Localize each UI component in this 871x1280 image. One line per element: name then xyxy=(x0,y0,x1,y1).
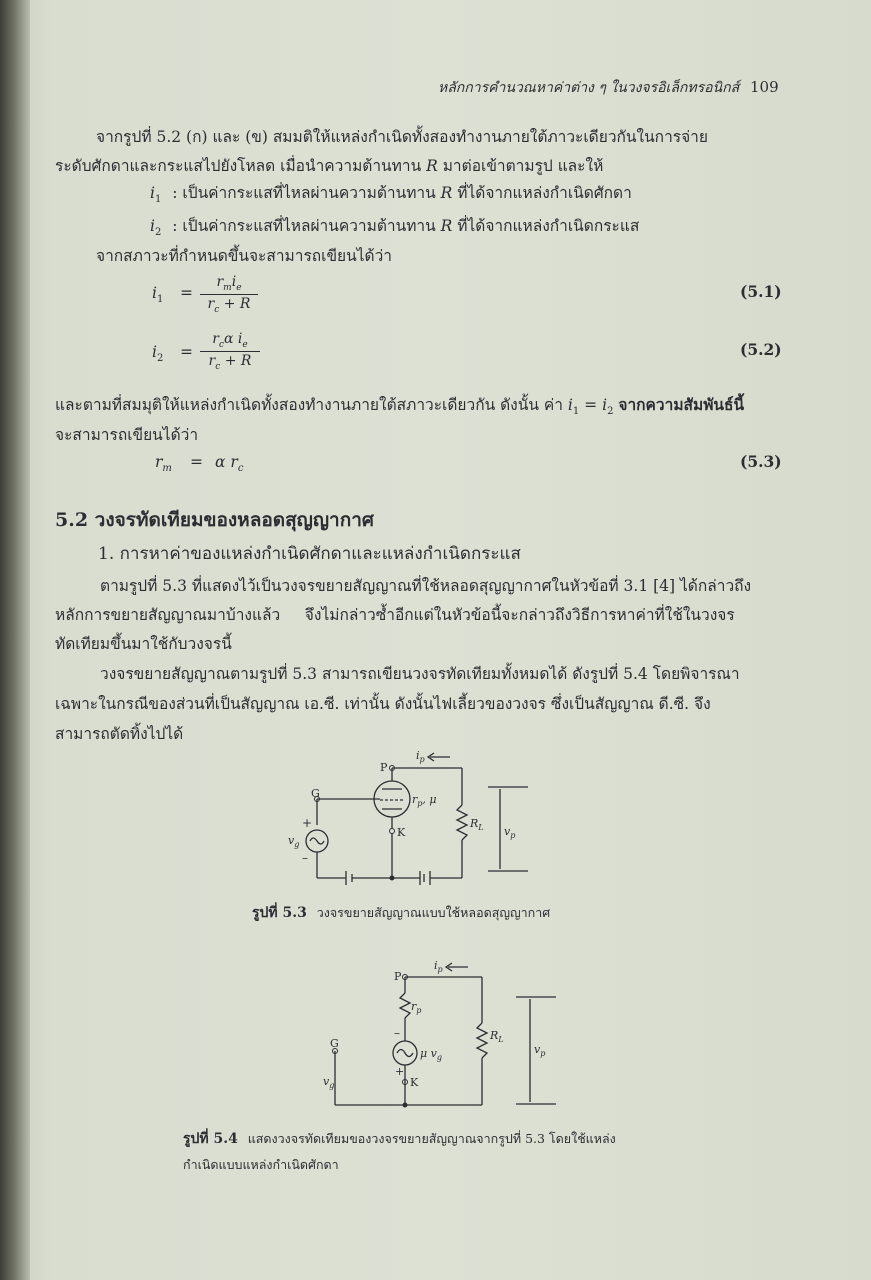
figure-5-3-circuit xyxy=(280,745,560,895)
intro-line-1: จากรูปที่ 5.2 (ก) และ (ข) สมมติให้แหล่งกำเนิดทั้งสองทำงานภายใต้ภาวะเดียวกันในการจ่าย xyxy=(96,128,708,146)
running-header: หลักการคำนวณหาค่าต่าง ๆ ในวงจรอิเล็กทรอนิกส์ xyxy=(438,80,740,96)
eq2-numerator: $r_c\alpha$ $i_e$ xyxy=(212,331,248,350)
eq3-number: (5.3) xyxy=(740,452,782,471)
fig1-label-ip: $i_p$ xyxy=(416,749,425,764)
intro-line-2: ระดับศักดาและกระแสไปยังโหลด เมื่อนำความต้านทาน R มาต่อเข้าตามรูป และให้ xyxy=(55,157,604,175)
definition-i2: $i_2$ : เป็นค่ากระแสที่ไหลผ่านความต้านทาน R ที่ได้จากแหล่งกำเนิดกระแส xyxy=(150,217,640,239)
eq3-lhs: $r_m$ xyxy=(155,453,172,475)
section-p2-line-2: เฉพาะในกรณีของส่วนที่เป็นสัญญาณ เอ.ซี. เท่านั้น ดังนั้นไฟเลี้ยวของวงจร ซึ่งเป็นสัญญาณ ดี.ซี. จึง xyxy=(55,695,711,713)
fig2-label-ip: $i_p$ xyxy=(434,959,443,974)
figure-5-4-circuit xyxy=(320,955,570,1115)
figure-5-4-caption-line-2: กำเนิดแบบแหล่งกำเนิดศักดา xyxy=(183,1157,339,1172)
intro-line-5: จากสภาวะที่กำหนดขึ้นจะสามารถเขียนได้ว่า xyxy=(96,247,392,265)
para2-line-2: จะสามารถเขียนได้ว่า xyxy=(55,426,199,444)
eq3-equals: = xyxy=(190,453,203,471)
fig1-label-rp-mu: $r_p$, μ xyxy=(412,793,437,808)
eq1-number: (5.1) xyxy=(740,282,782,301)
fig2-label-vg: $v_g$ xyxy=(323,1075,335,1090)
eq1-lhs: $i_1$ xyxy=(152,284,164,306)
fig1-label-g: G xyxy=(311,787,320,800)
fig2-label-minus: – xyxy=(394,1026,400,1040)
para2-line-1: และตามที่สมมุติให้แหล่งกำเนิดทั้งสองทำงานภายใต้สภาวะเดียวกัน ดังนั้น ค่า $i_1 = i_2$ จากความสัมพันธ์นี้ xyxy=(55,395,745,418)
fig1-label-minus: – xyxy=(302,851,308,865)
fig2-label-g: G xyxy=(330,1037,339,1050)
eq2-equals: = xyxy=(180,343,193,361)
fig2-label-mu-vg: μ $v_g$ xyxy=(420,1047,442,1062)
section-p2-line-1: วงจรขยายสัญญาณตามรูปที่ 5.3 สามารถเขียนวงจรทัดเทียมทั้งหมดได้ ดังรูปที่ 5.4 โดยพิจารณา xyxy=(100,665,740,683)
figure-5-3-caption: รูปที่ 5.3 วงจรขยายสัญญาณแบบใช้หลอดสุญญากาศ xyxy=(252,905,551,921)
fig2-label-p: P xyxy=(394,970,402,983)
section-p1-line-1: ตามรูปที่ 5.3 ที่แสดงไว้เป็นวงจรขยายสัญญาณที่ใช้หลอดสุญญากาศในหัวข้อที่ 3.1 [4] ได้กล่าวถึง xyxy=(100,577,752,595)
page-number: 109 xyxy=(750,78,779,96)
fig1-label-plus: + xyxy=(302,816,313,830)
fig1-label-k: K xyxy=(397,826,406,839)
section-p2-line-3: สามารถตัดทิ้งไปได้ xyxy=(55,725,184,743)
section-heading: 5.2 วงจรทัดเทียมของหลอดสุญญากาศ xyxy=(55,509,374,531)
fig2-label-rl: $R_L$ xyxy=(490,1029,504,1044)
fig1-label-p: P xyxy=(380,761,388,774)
eq2-lhs: $i_2$ xyxy=(152,343,164,365)
eq2-fraction xyxy=(200,331,260,372)
fig2-label-plus: + xyxy=(395,1065,405,1078)
subsection-heading: 1. การหาค่าของแหล่งกำเนิดศักดาและแหล่งกำเนิดกระแส xyxy=(98,544,521,564)
eq1-fraction xyxy=(200,274,258,315)
eq1-numerator: $r_mi_e$ xyxy=(216,274,242,293)
eq2-denominator: $r_c + R$ xyxy=(208,352,252,372)
eq1-denominator: $r_c + R$ xyxy=(207,295,251,315)
book-spine-shadow xyxy=(0,0,30,1280)
section-p1-line-3: ทัดเทียมขึ้นมาใช้กับวงจรนี้ xyxy=(55,635,232,653)
section-p1-line-2: หลักการขยายสัญญาณมาบ้างแล้ว จึงไม่กล่าวซ้ำอีกแต่ในหัวข้อนี้จะกล่าวถึงวิธีการหาค่าที่ใช้ในวงจร xyxy=(55,606,735,624)
eq2-number: (5.2) xyxy=(740,340,782,359)
definition-i1: $i_1$ : เป็นค่ากระแสที่ไหลผ่านความต้านทาน R ที่ได้จากแหล่งกำเนิดศักดา xyxy=(150,184,632,206)
fig1-label-vg: $v_g$ xyxy=(288,834,300,849)
fig1-label-rl: $R_L$ xyxy=(470,817,484,832)
fig2-label-rp: $r_p$ xyxy=(411,1000,422,1015)
eq1-equals: = xyxy=(180,284,193,302)
eq3-rhs: α $r_c$ xyxy=(215,453,244,475)
fig2-label-vp: $v_p$ xyxy=(534,1043,546,1058)
figure-5-4-caption-line-1: รูปที่ 5.4 แสดงวงจรทัดเทียมของวงจรขยายสัญญาณจากรูปที่ 5.3 โดยใช้แหล่ง xyxy=(183,1131,616,1147)
fig1-label-vp: $v_p$ xyxy=(504,825,516,840)
fig2-label-k: K xyxy=(410,1076,419,1089)
